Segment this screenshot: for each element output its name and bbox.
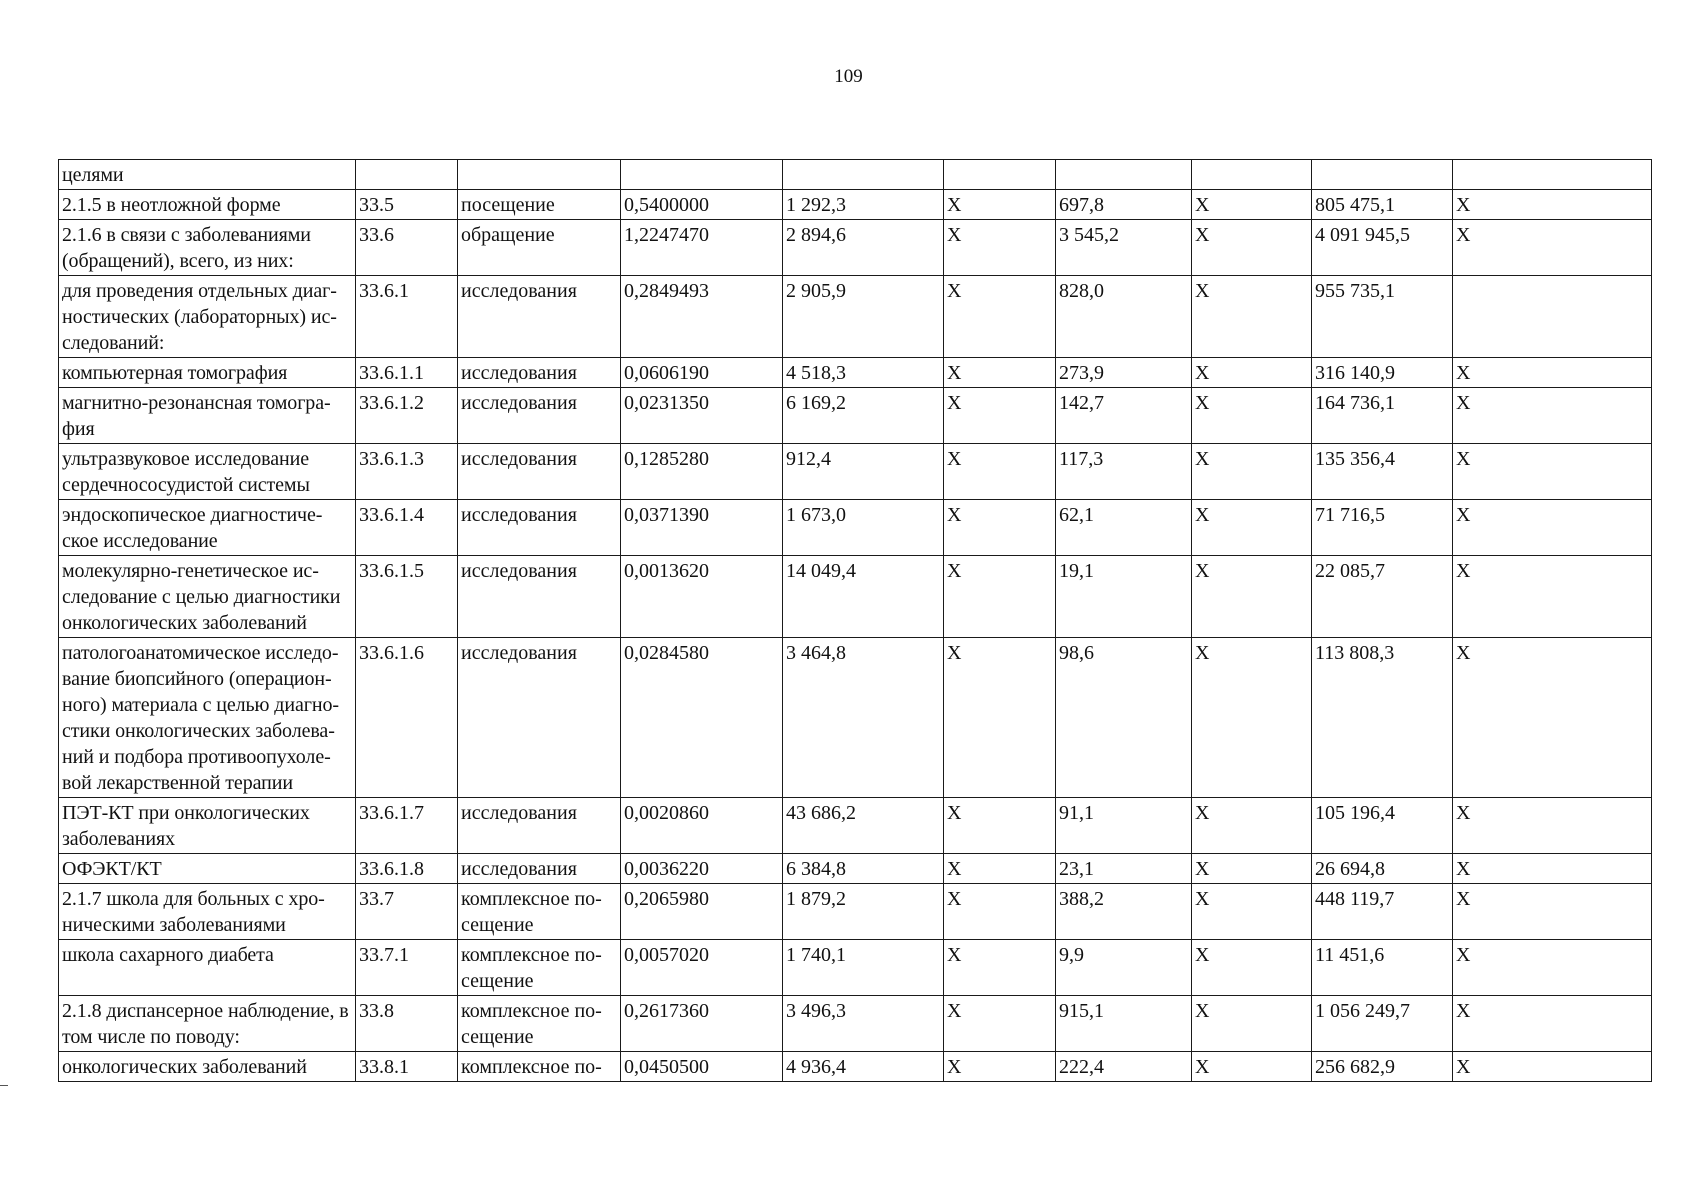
column-8-cell [1192, 160, 1312, 190]
row-name-cell: патологоанатомическое исследо-вание биопсийного (операцион-ного) материала с целью диагно-стики онкологических заболева-ний и подбора противоопухоле-вой лекарственной терапии [59, 638, 356, 798]
column-7-cell: 23,1 [1056, 854, 1192, 884]
column-10-cell: X [1453, 1052, 1652, 1082]
cost-cell: 2 894,6 [783, 220, 944, 276]
column-10-cell: X [1453, 884, 1652, 940]
column-10-cell: X [1453, 500, 1652, 556]
row-name-cell: 2.1.8 диспансерное наблюдение, в том числе по поводу: [59, 996, 356, 1052]
column-9-cell: 448 119,7 [1312, 884, 1453, 940]
row-name-cell: 2.1.7 школа для больных с хро-ническими заболеваниями [59, 884, 356, 940]
unit-cell: посещение [458, 190, 621, 220]
unit-cell: комплексное по-сещение [458, 996, 621, 1052]
column-9-cell: 135 356,4 [1312, 444, 1453, 500]
column-8-cell: X [1192, 190, 1312, 220]
column-8-cell: X [1192, 996, 1312, 1052]
norm-cell: 0,2065980 [621, 884, 783, 940]
table-row [59, 160, 1652, 190]
column-9-cell: 805 475,1 [1312, 190, 1453, 220]
table-row [59, 638, 1652, 798]
column-6-cell: X [944, 884, 1056, 940]
norm-cell: 0,0231350 [621, 388, 783, 444]
norm-cell: 0,0450500 [621, 1052, 783, 1082]
row-code-cell: 33.6.1 [356, 276, 458, 358]
cost-cell: 6 169,2 [783, 388, 944, 444]
column-7-cell: 98,6 [1056, 638, 1192, 798]
column-9-cell: 26 694,8 [1312, 854, 1453, 884]
norm-cell: 0,0020860 [621, 798, 783, 854]
row-code-cell: 33.5 [356, 190, 458, 220]
column-8-cell: X [1192, 500, 1312, 556]
column-7-cell: 915,1 [1056, 996, 1192, 1052]
table-row [59, 854, 1652, 884]
column-7-cell: 142,7 [1056, 388, 1192, 444]
cost-cell: 4 518,3 [783, 358, 944, 388]
unit-cell: исследования [458, 388, 621, 444]
row-code-cell: 33.7 [356, 884, 458, 940]
unit-cell: исследования [458, 638, 621, 798]
cost-cell: 912,4 [783, 444, 944, 500]
row-code-cell: 33.6.1.8 [356, 854, 458, 884]
column-9-cell: 105 196,4 [1312, 798, 1453, 854]
norm-cell: 0,1285280 [621, 444, 783, 500]
column-6-cell: X [944, 276, 1056, 358]
scan-edge-mark [0, 1085, 8, 1086]
norm-cell: 0,0371390 [621, 500, 783, 556]
column-9-cell: 71 716,5 [1312, 500, 1453, 556]
column-6-cell: X [944, 220, 1056, 276]
row-code-cell: 33.8 [356, 996, 458, 1052]
column-10-cell: X [1453, 190, 1652, 220]
row-name-cell: 2.1.5 в неотложной форме [59, 190, 356, 220]
row-code-cell: 33.6.1.1 [356, 358, 458, 388]
row-code-cell [356, 160, 458, 190]
column-9-cell: 316 140,9 [1312, 358, 1453, 388]
norm-cell: 0,5400000 [621, 190, 783, 220]
column-10-cell: X [1453, 556, 1652, 638]
column-8-cell: X [1192, 940, 1312, 996]
row-code-cell: 33.6.1.3 [356, 444, 458, 500]
column-6-cell: X [944, 1052, 1056, 1082]
column-6-cell: X [944, 358, 1056, 388]
unit-cell: исследования [458, 276, 621, 358]
norm-cell: 0,0057020 [621, 940, 783, 996]
column-6-cell: X [944, 798, 1056, 854]
row-name-cell: 2.1.6 в связи с заболеваниями (обращений), всего, из них: [59, 220, 356, 276]
column-8-cell: X [1192, 358, 1312, 388]
norm-cell: 0,0606190 [621, 358, 783, 388]
column-7-cell: 117,3 [1056, 444, 1192, 500]
cost-cell: 1 292,3 [783, 190, 944, 220]
cost-cell: 3 464,8 [783, 638, 944, 798]
column-7-cell: 62,1 [1056, 500, 1192, 556]
column-10-cell [1453, 276, 1652, 358]
column-6-cell: X [944, 940, 1056, 996]
unit-cell: исследования [458, 500, 621, 556]
row-name-cell: ОФЭКТ/КТ [59, 854, 356, 884]
page-number: 109 [834, 66, 863, 87]
table-row [59, 358, 1652, 388]
cost-cell: 3 496,3 [783, 996, 944, 1052]
unit-cell: исследования [458, 358, 621, 388]
norm-cell: 0,0284580 [621, 638, 783, 798]
row-code-cell: 33.6.1.5 [356, 556, 458, 638]
cost-cell: 6 384,8 [783, 854, 944, 884]
cost-cell: 1 879,2 [783, 884, 944, 940]
norm-cell: 0,2617360 [621, 996, 783, 1052]
unit-cell: исследования [458, 444, 621, 500]
column-7-cell: 3 545,2 [1056, 220, 1192, 276]
row-name-cell: ультразвуковое исследование сердечнососудистой системы [59, 444, 356, 500]
column-9-cell: 955 735,1 [1312, 276, 1453, 358]
cost-cell: 2 905,9 [783, 276, 944, 358]
column-7-cell [1056, 160, 1192, 190]
column-8-cell: X [1192, 388, 1312, 444]
column-7-cell: 697,8 [1056, 190, 1192, 220]
row-name-cell: онкологических заболеваний [59, 1052, 356, 1082]
column-6-cell: X [944, 444, 1056, 500]
table-row [59, 444, 1652, 500]
table-row [59, 190, 1652, 220]
column-8-cell: X [1192, 1052, 1312, 1082]
column-9-cell: 4 091 945,5 [1312, 220, 1453, 276]
norm-cell: 0,2849493 [621, 276, 783, 358]
column-10-cell: X [1453, 996, 1652, 1052]
cost-cell: 4 936,4 [783, 1052, 944, 1082]
cost-cell: 1 673,0 [783, 500, 944, 556]
column-6-cell: X [944, 500, 1056, 556]
column-10-cell: X [1453, 220, 1652, 276]
row-code-cell: 33.6 [356, 220, 458, 276]
column-8-cell: X [1192, 854, 1312, 884]
table-row [59, 940, 1652, 996]
table-row [59, 996, 1652, 1052]
column-10-cell: X [1453, 940, 1652, 996]
column-10-cell [1453, 160, 1652, 190]
table-row [59, 884, 1652, 940]
column-9-cell: 1 056 249,7 [1312, 996, 1453, 1052]
column-6-cell: X [944, 854, 1056, 884]
column-6-cell: X [944, 996, 1056, 1052]
column-10-cell: X [1453, 444, 1652, 500]
column-9-cell: 11 451,6 [1312, 940, 1453, 996]
row-name-cell: школа сахарного диабета [59, 940, 356, 996]
unit-cell: комплексное по- [458, 1052, 621, 1082]
unit-cell: исследования [458, 798, 621, 854]
table-row [59, 556, 1652, 638]
row-code-cell: 33.6.1.6 [356, 638, 458, 798]
column-6-cell: X [944, 638, 1056, 798]
column-6-cell [944, 160, 1056, 190]
column-7-cell: 388,2 [1056, 884, 1192, 940]
norm-cell: 0,0036220 [621, 854, 783, 884]
column-9-cell: 256 682,9 [1312, 1052, 1453, 1082]
cost-cell: 43 686,2 [783, 798, 944, 854]
column-10-cell: X [1453, 358, 1652, 388]
column-9-cell: 22 085,7 [1312, 556, 1453, 638]
unit-cell: комплексное по-сещение [458, 940, 621, 996]
column-9-cell [1312, 160, 1453, 190]
table-row [59, 500, 1652, 556]
row-name-cell: для проведения отдельных диаг-ностических (лабораторных) ис-следований: [59, 276, 356, 358]
unit-cell: исследования [458, 556, 621, 638]
row-name-cell: целями [59, 160, 356, 190]
row-name-cell: молекулярно-генетическое ис-следование с целью диагностики онкологических заболеваний [59, 556, 356, 638]
cost-cell [783, 160, 944, 190]
column-7-cell: 828,0 [1056, 276, 1192, 358]
table-row [59, 1052, 1652, 1082]
column-10-cell: X [1453, 854, 1652, 884]
column-7-cell: 9,9 [1056, 940, 1192, 996]
column-8-cell: X [1192, 638, 1312, 798]
column-8-cell: X [1192, 444, 1312, 500]
column-7-cell: 19,1 [1056, 556, 1192, 638]
column-8-cell: X [1192, 556, 1312, 638]
column-8-cell: X [1192, 798, 1312, 854]
unit-cell: исследования [458, 854, 621, 884]
row-code-cell: 33.6.1.4 [356, 500, 458, 556]
column-10-cell: X [1453, 798, 1652, 854]
column-7-cell: 91,1 [1056, 798, 1192, 854]
column-6-cell: X [944, 388, 1056, 444]
row-code-cell: 33.8.1 [356, 1052, 458, 1082]
column-8-cell: X [1192, 884, 1312, 940]
table-row [59, 798, 1652, 854]
row-name-cell: эндоскопическое диагностиче-ское исследование [59, 500, 356, 556]
column-8-cell: X [1192, 276, 1312, 358]
row-name-cell: магнитно-резонансная томогра-фия [59, 388, 356, 444]
norms-table [58, 159, 1652, 1082]
column-10-cell: X [1453, 638, 1652, 798]
row-code-cell: 33.6.1.7 [356, 798, 458, 854]
row-code-cell: 33.7.1 [356, 940, 458, 996]
cost-cell: 14 049,4 [783, 556, 944, 638]
table-row [59, 388, 1652, 444]
row-name-cell: ПЭТ-КТ при онкологических заболеваниях [59, 798, 356, 854]
norm-cell: 1,2247470 [621, 220, 783, 276]
column-6-cell: X [944, 190, 1056, 220]
table-row [59, 276, 1652, 358]
norm-cell: 0,0013620 [621, 556, 783, 638]
table-row [59, 220, 1652, 276]
unit-cell: обращение [458, 220, 621, 276]
column-6-cell: X [944, 556, 1056, 638]
column-9-cell: 164 736,1 [1312, 388, 1453, 444]
row-code-cell: 33.6.1.2 [356, 388, 458, 444]
row-name-cell: компьютерная томография [59, 358, 356, 388]
norm-cell [621, 160, 783, 190]
column-7-cell: 273,9 [1056, 358, 1192, 388]
unit-cell [458, 160, 621, 190]
column-9-cell: 113 808,3 [1312, 638, 1453, 798]
cost-cell: 1 740,1 [783, 940, 944, 996]
column-8-cell: X [1192, 220, 1312, 276]
unit-cell: комплексное по-сещение [458, 884, 621, 940]
table-body [59, 160, 1652, 1082]
column-10-cell: X [1453, 388, 1652, 444]
column-7-cell: 222,4 [1056, 1052, 1192, 1082]
